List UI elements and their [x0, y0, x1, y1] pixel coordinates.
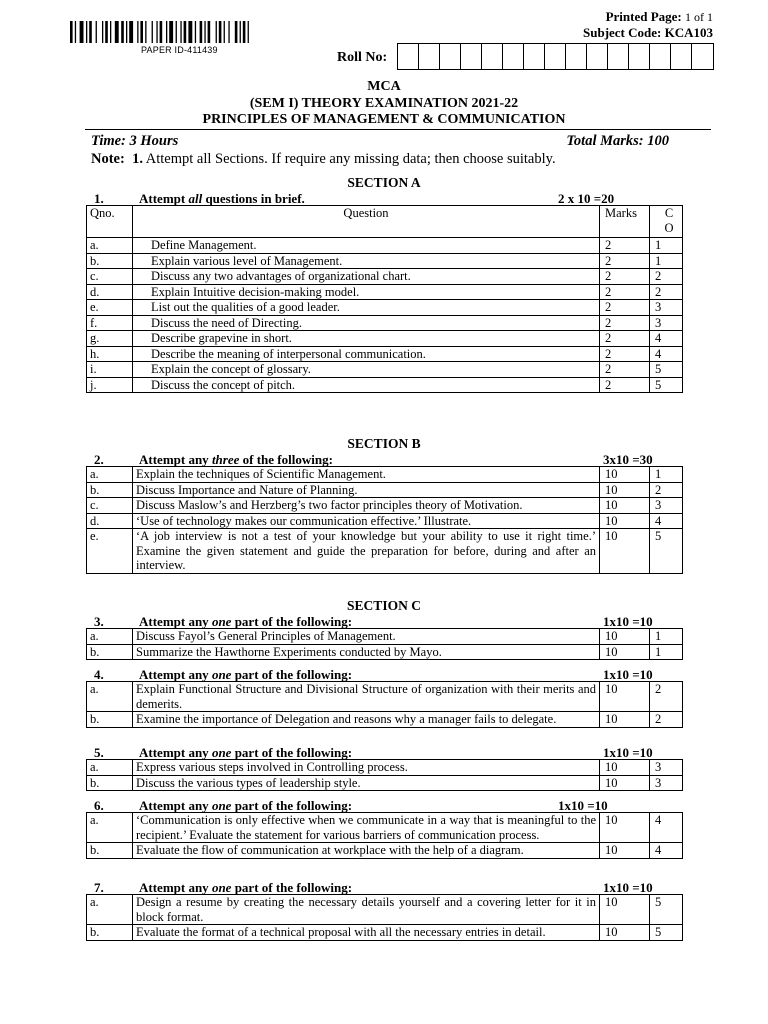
question-6-table — [86, 812, 683, 859]
row-qno: b. — [87, 644, 133, 660]
roll-no-digit-box[interactable] — [461, 44, 482, 69]
table-row — [87, 925, 683, 941]
barcode-bar — [240, 21, 241, 43]
question-marks: 1x10 =10 — [558, 798, 608, 813]
question-number: 1. — [94, 191, 104, 206]
instruction-emphasis: all — [188, 191, 203, 206]
row-qno: j. — [87, 377, 133, 393]
barcode-bar — [145, 21, 146, 43]
instruction-emphasis: one — [211, 880, 232, 895]
roll-no-digit-box[interactable] — [545, 44, 566, 69]
row-co: 1 — [650, 644, 683, 660]
instruction-post: part of the following: — [231, 880, 353, 895]
row-marks: 2 — [600, 238, 650, 254]
row-question-text: Explain the techniques of Scientific Management. — [133, 467, 600, 483]
table-row — [87, 331, 683, 347]
question-marks: 1x10 =10 — [603, 614, 653, 629]
instruction-pre: Attempt any — [139, 880, 212, 895]
paper-id: PAPER ID-411439 — [141, 45, 218, 55]
barcode-bar — [248, 21, 249, 43]
row-qno: b. — [87, 712, 133, 728]
row-co: 2 — [650, 482, 683, 498]
instruction-emphasis: one — [211, 798, 232, 813]
barcode-bar — [80, 21, 84, 43]
roll-no-digit-box[interactable] — [629, 44, 650, 69]
section-a-table — [86, 205, 683, 393]
barcode-bar — [121, 21, 124, 43]
printed-page-label: Printed Page: — [605, 9, 682, 24]
row-marks: 10 — [600, 775, 650, 791]
row-qno: i. — [87, 362, 133, 378]
barcode-bar — [129, 21, 133, 43]
row-co: 1 — [650, 238, 683, 254]
row-marks: 10 — [600, 482, 650, 498]
row-marks: 2 — [600, 315, 650, 331]
barcode-bar — [70, 21, 73, 43]
row-marks: 10 — [600, 467, 650, 483]
row-qno: e. — [87, 529, 133, 574]
row-qno: a. — [87, 238, 133, 254]
row-qno: a. — [87, 813, 133, 843]
barcode-image — [70, 21, 298, 43]
question-number: 7. — [94, 880, 104, 895]
question-number: 3. — [94, 614, 104, 629]
barcode-bar — [176, 21, 177, 43]
question-6-heading — [88, 798, 688, 813]
barcode-bar — [102, 21, 103, 43]
row-question-text: Discuss the various types of leadership style. — [133, 775, 600, 791]
section-a-title: SECTION A — [347, 175, 421, 190]
instruction-pre: Attempt any — [139, 452, 212, 467]
instruction-post: questions in brief. — [202, 191, 305, 206]
instruction-post: part of the following: — [231, 667, 353, 682]
row-question-text: Evaluate the format of a technical proposal with all the necessary entries in detail. — [133, 925, 600, 941]
section-c-title: SECTION C — [347, 598, 421, 613]
printed-page — [606, 9, 713, 25]
row-marks: 2 — [600, 346, 650, 362]
section-b-table — [86, 466, 683, 574]
barcode-bar — [96, 21, 97, 43]
question-number: 2. — [94, 452, 104, 467]
row-marks: 2 — [600, 331, 650, 347]
section-b-title: SECTION B — [347, 436, 421, 451]
table-row — [87, 362, 683, 378]
row-qno: b. — [87, 925, 133, 941]
question-marks: 1x10 =10 — [603, 880, 653, 895]
table-row — [87, 813, 683, 843]
row-question-text: Discuss any two advantages of organizational chart. — [133, 269, 600, 285]
row-marks: 10 — [600, 925, 650, 941]
row-question-text: ‘Communication is only effective when we communicate in a way that is meaningful to the recipient.’ Evaluate the statement for various barriers of communication process. — [133, 813, 600, 843]
row-marks: 2 — [600, 269, 650, 285]
barcode-bar — [184, 21, 187, 43]
row-marks: 2 — [600, 377, 650, 393]
row-co: 4 — [650, 346, 683, 362]
exam-time: Time: 3 Hours — [91, 133, 179, 149]
instruction-post: part of the following: — [231, 745, 353, 760]
row-question-text: Explain Intuitive decision-making model. — [133, 284, 600, 300]
table-row — [87, 253, 683, 269]
row-question-text: Explain various level of Management. — [133, 253, 600, 269]
row-marks: 10 — [600, 760, 650, 776]
row-marks: 2 — [600, 300, 650, 316]
row-question-text: Describe the meaning of interpersonal communication. — [133, 346, 600, 362]
question-3-heading — [88, 614, 688, 629]
row-question-text: Design a resume by creating the necessary details yourself and a covering letter for it in block format. — [133, 895, 600, 925]
barcode-bar — [208, 21, 211, 43]
header-qno: Qno. — [87, 206, 133, 238]
table-row — [87, 760, 683, 776]
row-marks: 2 — [600, 362, 650, 378]
row-marks: 10 — [600, 629, 650, 645]
barcode-bar — [219, 21, 222, 43]
note-label: Note: — [91, 151, 125, 167]
barcode-bar — [110, 21, 111, 43]
row-co: 1 — [650, 629, 683, 645]
barcode-bar — [115, 21, 119, 43]
row-marks: 2 — [600, 253, 650, 269]
row-co: 3 — [650, 760, 683, 776]
roll-no-digit-box[interactable] — [587, 44, 608, 69]
barcode-bar — [75, 21, 76, 43]
row-qno: g. — [87, 331, 133, 347]
row-question-text: Discuss Maslow’s and Herzberg’s two factor principles theory of Motivation. — [133, 498, 600, 514]
question-3-table — [86, 628, 683, 660]
row-co: 4 — [650, 843, 683, 859]
roll-no-boxes[interactable] — [397, 43, 714, 70]
row-marks: 10 — [600, 682, 650, 712]
barcode-bar — [200, 21, 203, 43]
barcode-bar — [166, 21, 167, 43]
table-row — [87, 377, 683, 393]
table-row — [87, 498, 683, 514]
barcode-bar — [195, 21, 196, 43]
row-question-text: Discuss Importance and Nature of Planning. — [133, 482, 600, 498]
row-marks: 10 — [600, 895, 650, 925]
row-qno: f. — [87, 315, 133, 331]
row-qno: e. — [87, 300, 133, 316]
header-question: Question — [133, 206, 600, 238]
row-co: 3 — [650, 300, 683, 316]
row-qno: b. — [87, 253, 133, 269]
row-question-text: Express various steps involved in Controlling process. — [133, 760, 600, 776]
barcode-bar — [160, 21, 163, 43]
question-1-heading — [88, 191, 688, 206]
question-marks: 2 x 10 =20 — [558, 191, 615, 206]
row-qno: b. — [87, 775, 133, 791]
row-question-text: Define Management. — [133, 238, 600, 254]
row-question-text: List out the qualities of a good leader. — [133, 300, 600, 316]
header-marks: Marks — [600, 206, 650, 238]
row-co: 5 — [650, 377, 683, 393]
barcode-bar — [228, 21, 229, 43]
row-qno: a. — [87, 760, 133, 776]
question-5-heading — [88, 745, 688, 760]
row-question-text: Discuss the need of Directing. — [133, 315, 600, 331]
barcode-bar — [140, 21, 143, 43]
row-question-text: ‘Use of technology makes our communication effective.’ Illustrate. — [133, 513, 600, 529]
row-co: 1 — [650, 467, 683, 483]
row-marks: 10 — [600, 644, 650, 660]
row-qno: h. — [87, 346, 133, 362]
row-qno: c. — [87, 269, 133, 285]
barcode-bar — [152, 21, 153, 43]
roll-no-digit-box[interactable] — [566, 44, 587, 69]
row-qno: b. — [87, 843, 133, 859]
instruction-post: of the following: — [239, 452, 333, 467]
session-title: (SEM I) THEORY EXAMINATION 2021-22 — [249, 96, 519, 111]
table-row — [87, 269, 683, 285]
row-marks: 10 — [600, 529, 650, 574]
row-marks: 2 — [600, 284, 650, 300]
question-number: 6. — [94, 798, 104, 813]
roll-no-digit-box[interactable] — [482, 44, 503, 69]
instruction-emphasis: one — [211, 667, 232, 682]
barcode-bar — [180, 21, 181, 43]
barcode-bar — [156, 21, 157, 43]
header-co: C O — [650, 206, 683, 238]
question-marks: 1x10 =10 — [603, 667, 653, 682]
table-row — [87, 513, 683, 529]
row-qno: a. — [87, 895, 133, 925]
table-row — [87, 712, 683, 728]
barcode-bar — [224, 21, 225, 43]
row-qno: a. — [87, 467, 133, 483]
question-4-heading — [88, 667, 688, 682]
question-marks: 3x10 =30 — [603, 452, 653, 467]
barcode-bar — [126, 21, 127, 43]
barcode-bar — [204, 21, 205, 43]
table-row — [87, 682, 683, 712]
table-row — [87, 315, 683, 331]
barcode-bar — [188, 21, 192, 43]
instruction-pre: Attempt any — [139, 745, 212, 760]
question-number: 5. — [94, 745, 104, 760]
row-co: 2 — [650, 682, 683, 712]
question-number: 4. — [94, 667, 104, 682]
row-co: 4 — [650, 813, 683, 843]
question-4-table — [86, 681, 683, 728]
table-row — [87, 629, 683, 645]
row-question-text: Evaluate the flow of communication at workplace with the help of a diagram. — [133, 843, 600, 859]
note-text: Attempt all Sections. If require any missing data; then choose suitably. — [145, 151, 556, 167]
header-divider — [85, 129, 711, 130]
row-marks: 10 — [600, 712, 650, 728]
table-row — [87, 644, 683, 660]
barcode-bar — [243, 21, 246, 43]
row-marks: 10 — [600, 813, 650, 843]
row-qno: c. — [87, 498, 133, 514]
row-co: 5 — [650, 895, 683, 925]
question-marks: 1x10 =10 — [603, 745, 653, 760]
barcode-bar — [169, 21, 173, 43]
instruction-pre: Attempt any — [139, 667, 212, 682]
row-co: 3 — [650, 498, 683, 514]
row-co: 2 — [650, 284, 683, 300]
roll-no-digit-box[interactable] — [419, 44, 440, 69]
instruction-pre: Attempt any — [139, 614, 212, 629]
roll-no-digit-box[interactable] — [503, 44, 524, 69]
table-row — [87, 482, 683, 498]
table-row — [87, 467, 683, 483]
question-2-heading — [88, 452, 688, 467]
barcode-bar — [235, 21, 238, 43]
roll-no-digit-box[interactable] — [650, 44, 671, 69]
roll-no-digit-box[interactable] — [671, 44, 692, 69]
question-7-table — [86, 894, 683, 941]
roll-no-digit-box[interactable] — [398, 44, 419, 69]
row-marks: 10 — [600, 498, 650, 514]
row-qno: d. — [87, 513, 133, 529]
table-row — [87, 843, 683, 859]
row-qno: d. — [87, 284, 133, 300]
instruction-emphasis: one — [211, 745, 232, 760]
row-co: 4 — [650, 331, 683, 347]
barcode-bar — [216, 21, 217, 43]
row-question-text: ‘A job interview is not a test of your knowledge but your ability to use it right time.’ Examine the given statement and guide the preparation for before, during and after an interview. — [133, 529, 600, 574]
table-row — [87, 238, 683, 254]
row-question-text: Discuss Fayol’s General Principles of Management. — [133, 629, 600, 645]
roll-no-digit-box[interactable] — [440, 44, 461, 69]
row-marks: 10 — [600, 843, 650, 859]
row-qno: a. — [87, 682, 133, 712]
instruction-emphasis: one — [211, 614, 232, 629]
row-question-text: Describe grapevine in short. — [133, 331, 600, 347]
row-qno: b. — [87, 482, 133, 498]
table-row — [87, 775, 683, 791]
question-5-table — [86, 759, 683, 791]
barcode-bar — [86, 21, 87, 43]
printed-page-value: 1 of 1 — [685, 10, 713, 24]
roll-no-label: Roll No: — [337, 50, 388, 65]
row-co: 3 — [650, 315, 683, 331]
row-co: 5 — [650, 529, 683, 574]
table-header-row — [87, 206, 683, 238]
instruction-pre: Attempt any — [139, 798, 212, 813]
table-row — [87, 284, 683, 300]
row-co: 1 — [650, 253, 683, 269]
table-row — [87, 529, 683, 574]
row-question-text: Examine the importance of Delegation and reasons why a manager fails to delegate. — [133, 712, 600, 728]
table-row — [87, 895, 683, 925]
row-question-text: Explain Functional Structure and Divisional Structure of organization with their merits and demerits. — [133, 682, 600, 712]
row-qno: a. — [87, 629, 133, 645]
row-marks: 10 — [600, 513, 650, 529]
row-co: 2 — [650, 269, 683, 285]
row-question-text: Explain the concept of glossary. — [133, 362, 600, 378]
table-row — [87, 346, 683, 362]
table-row — [87, 300, 683, 316]
roll-no-digit-box[interactable] — [692, 44, 713, 69]
row-co: 5 — [650, 925, 683, 941]
subject-code: Subject Code: KCA103 — [583, 25, 713, 40]
instruction-post: part of the following: — [231, 614, 353, 629]
subject-title: PRINCIPLES OF MANAGEMENT & COMMUNICATION — [202, 112, 566, 127]
barcode-bar — [137, 21, 138, 43]
row-co: 2 — [650, 712, 683, 728]
row-question-text: Discuss the concept of pitch. — [133, 377, 600, 393]
exam-note — [91, 151, 556, 168]
row-question-text: Summarize the Hawthorne Experiments conducted by Mayo. — [133, 644, 600, 660]
barcode-bar — [105, 21, 108, 43]
row-co: 5 — [650, 362, 683, 378]
total-marks: Total Marks: 100 — [566, 133, 669, 149]
instruction-post: part of the following: — [231, 798, 353, 813]
barcode-bar — [89, 21, 92, 43]
instruction-pre: Attempt — [139, 191, 189, 206]
row-co: 3 — [650, 775, 683, 791]
roll-no-digit-box[interactable] — [608, 44, 629, 69]
instruction-emphasis: three — [211, 452, 240, 467]
question-7-heading — [88, 880, 688, 895]
note-number: 1. — [132, 151, 143, 167]
program-title: MCA — [367, 79, 401, 94]
roll-no-digit-box[interactable] — [524, 44, 545, 69]
row-co: 4 — [650, 513, 683, 529]
